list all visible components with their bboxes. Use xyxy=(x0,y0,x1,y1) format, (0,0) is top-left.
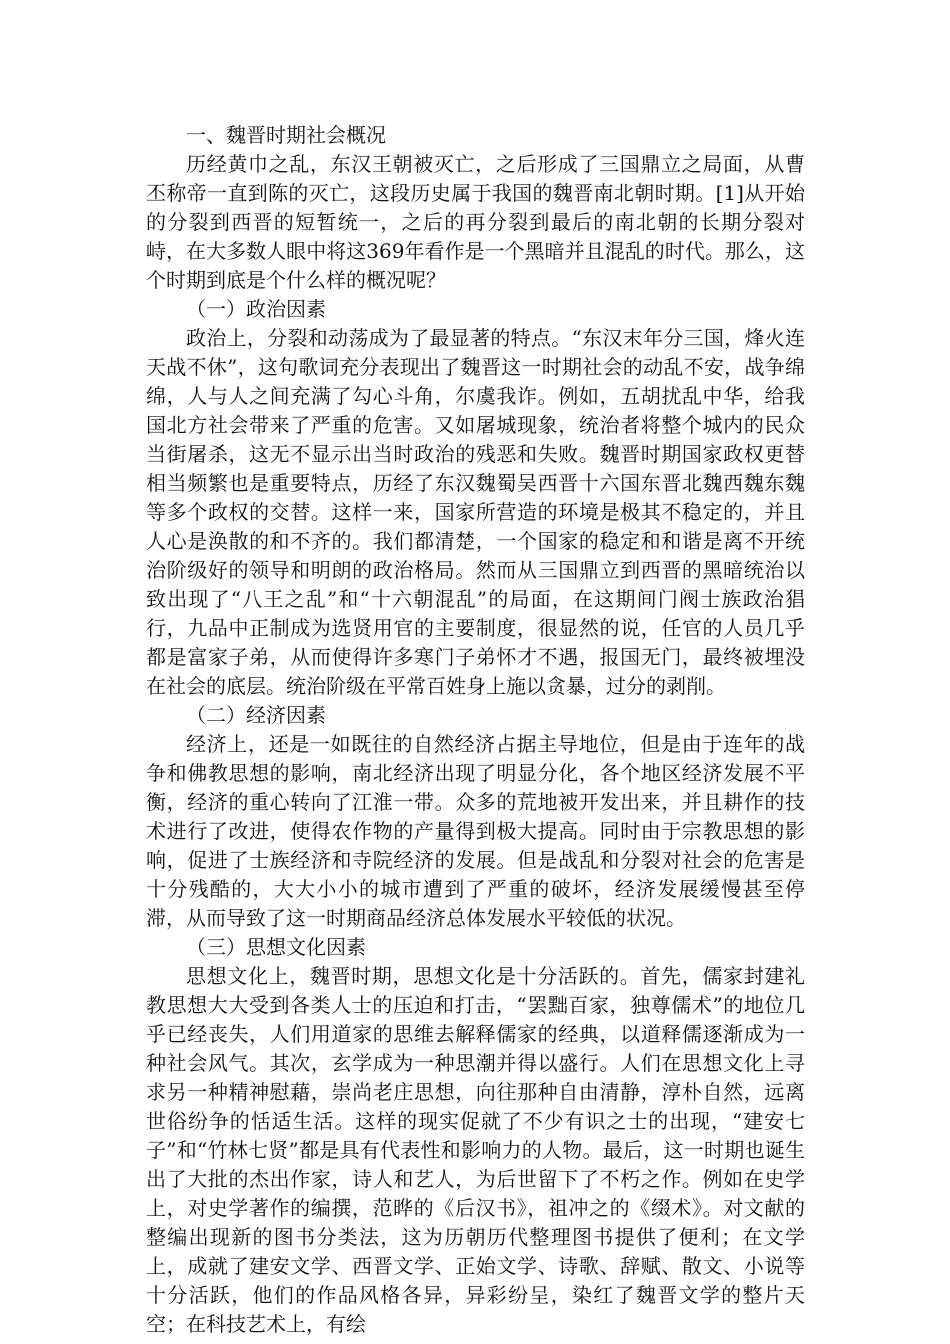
culture-paragraph: 思想文化上，魏晋时期，思想文化是十分活跃的。首先，儒家封建礼教思想大大受到各类人士的压迫和打击，“罢黜百家，独尊儒术”的地位几乎已经丧失，人们用道家的思维去解释儒家的经典，以道释儒逐渐成为一种社会风气。其次，玄学成为一种思潮并得以盛行。人们在思想文化上寻求另一种精神慰藉，崇尚老庄思想，向往那种自由清静，淳朴自然，远离世俗纷争的恬适生活。这样的现实促就了不少有识之士的出现，“建安七子”和“竹林七贤”都是具有代表性和影响力的人物。最后，这一时期也诞生出了大批的杰出作家，诗人和艺人，为后世留下了不朽之作。例如在史学上，对史学著作的编撰，范晔的《后汉书》，祖冲之的《缀术》。对文献的整编出现新的图书分类法，这为历朝历代整理图书提供了便利；在文学上，成就了建安文学、西晋文学、正始文学、诗歌、辞赋、散文、小说等十分活跃，他们的作品风格各异，异彩纷呈，染红了魏晋文学的整片天空；在科技艺术上，有绘 xyxy=(146,964,805,1336)
culture-heading: （三）思想文化因素 xyxy=(186,935,366,959)
politics-paragraph: 政治上，分裂和动荡成为了最显著的特点。“东汉末年分三国，烽火连天战不休”，这句歌词充分表现出了魏晋这一时期社会的动乱不安，战争绵绵，人与人之间充满了勾心斗角，尔虞我诈。例如，五胡扰乱中华，给我国北方社会带来了严重的危害。又如屠城现象，统治者将整个城内的民众当街屠杀，这无不显示出当时政治的残恶和失败。魏晋时期国家政权更替相当频繁也是重要特点，历经了东汉魏蜀吴西晋十六国东晋北魏西魏东魏等多个政权的交替。这样一来，国家所营造的环境是极其不稳定的，并且人心是涣散的和不齐的。我们都清楚，一个国家的稳定和和谐是离不开统治阶级好的领导和明朗的政治格局。然而从三国鼎立到西晋的黑暗统治以致出现了“八王之乱”和“十六朝混乱”的局面，在这期间门阀士族政治猖行，九品中正制成为选贤用官的主要制度，很显然的说，任官的人员几乎都是富家子弟，从而使得许多寒门子弟怀才不遇，报国无门，最终被埋没在社会的底层。统治阶级在平常百姓身上施以贪暴，过分的剥削。 xyxy=(146,326,805,698)
intro-paragraph: 历经黄巾之乱，东汉王朝被灭亡，之后形成了三国鼎立之局面，从曹丕称帝一直到陈的灭亡，这段历史属于我国的魏晋南北朝时期。[1]从开始的分裂到西晋的短暂统一，之后的再分裂到最后的南北朝的长期分裂对峙，在大多数人眼中将这369年看作是一个黑暗并且混乱的时代。那么，这个时期到底是个什么样的概况呢？ xyxy=(146,152,805,292)
section-title: 一、魏晋时期社会概况 xyxy=(186,123,386,147)
economy-heading: （二）经济因素 xyxy=(186,703,326,727)
politics-heading: （一）政治因素 xyxy=(186,297,326,321)
document-body xyxy=(146,121,805,1339)
economy-paragraph: 经济上，还是一如既往的自然经济占据主导地位，但是由于连年的战争和佛教思想的影响，南北经济出现了明显分化，各个地区经济发展不平衡，经济的重心转向了江淮一带。众多的荒地被开发出来，并且耕作的技术进行了改进，使得农作物的产量得到极大提高。同时由于宗教思想的影响，促进了士族经济和寺院经济的发展。但是战乱和分裂对社会的危害是十分残酷的，大大小小的城市遭到了严重的破坏，经济发展缓慢甚至停滞，从而导致了这一时期商品经济总体发展水平较低的状况。 xyxy=(146,732,805,930)
